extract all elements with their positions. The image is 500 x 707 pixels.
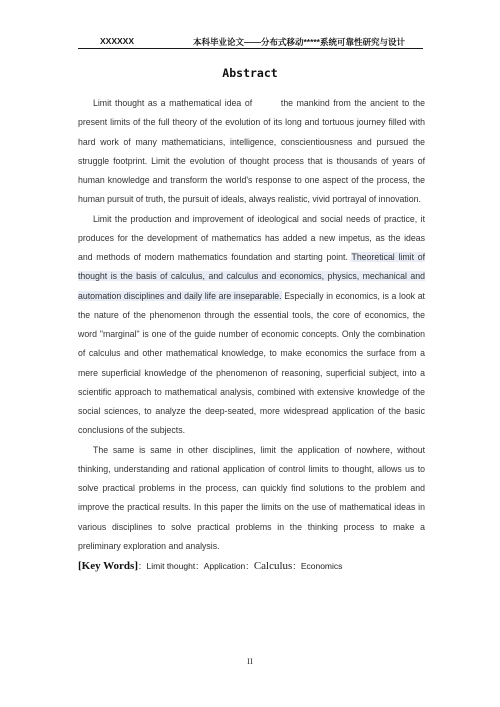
abstract-body (78, 94, 425, 574)
abstract-paragraph-2 (78, 210, 425, 441)
abstract-title: Abstract (222, 66, 278, 80)
keywords-line (78, 558, 425, 574)
abstract-paragraph-1: Limit thought as a mathematical idea of the mankind from the ancient to the present limits of the full theory of the evolution of its long and tortuous journey filled with hard work of many mathematicians, intelligence, conscientiousness and pursued the struggle footprint. Limit the evolution of thought process that is thousands of years of human knowledge and transform the world's response to one aspect of the process, the human pursuit of truth, the pursuit of ideals, always realistic, vivid portrayal of innovation. (78, 98, 425, 205)
paragraph-2-after: Especially in economics, is a look at the nature of the phenomenon through the essential tools, the core of economics, the word "marginal" is one of the guide number of economic concepts. Only the combination of calculus and other mathematical knowledge, to make economics the surface from a mere superficial knowledge of the phenomenon of reasoning, superficial subject, into a scientific approach to mathematical analysis, combined with extensive knowledge of the social sciences, to analyze the deep-seated, more widespread application of the basic conclusions of the subjects. (78, 290, 425, 436)
header-right-text: 本科毕业论文——分布式移动*****系统可靠性研究与设计 (192, 37, 405, 47)
keyword-item: Limit thought (146, 561, 196, 571)
page-number: II (247, 656, 253, 666)
keyword-item: Economics (300, 561, 343, 571)
header-left-text: XXXXXX (100, 36, 135, 46)
keywords-label-separator: ： (138, 561, 147, 571)
keyword-item: Application (203, 561, 246, 571)
keyword-item: Calculus (253, 560, 293, 572)
abstract-paragraph-3: The same is same in other disciplines, limit the application of nowhere, without thinking, understanding and rational application of control limits to thought, allows us to solve practical problems in the process, can quickly find solutions to the problem and improve the practical results. In this paper the limits on the use of mathematical ideas in various disciplines to solve practical problems in the thinking process to make a preliminary exploration and analysis. (78, 444, 425, 551)
page-header (78, 36, 423, 49)
keyword-separator: ： (292, 561, 301, 571)
highlighted-sentence[interactable]: Theoretical limit of thought is the basis of calculus, and calculus and economics, physics, mechanical and automation disciplines and daily life are inseparable. (78, 252, 426, 301)
keyword-separator: ： (245, 561, 254, 571)
keyword-separator: ： (195, 561, 204, 571)
paragraph-2-before: Limit the production and improvement of ideological and social needs of practice, it produces for the development of mathematics has added a new impetus, as the ideas and methods of modern mathematics foundation and starting point. (78, 213, 425, 262)
keywords-label: [Key Words] (78, 560, 138, 572)
